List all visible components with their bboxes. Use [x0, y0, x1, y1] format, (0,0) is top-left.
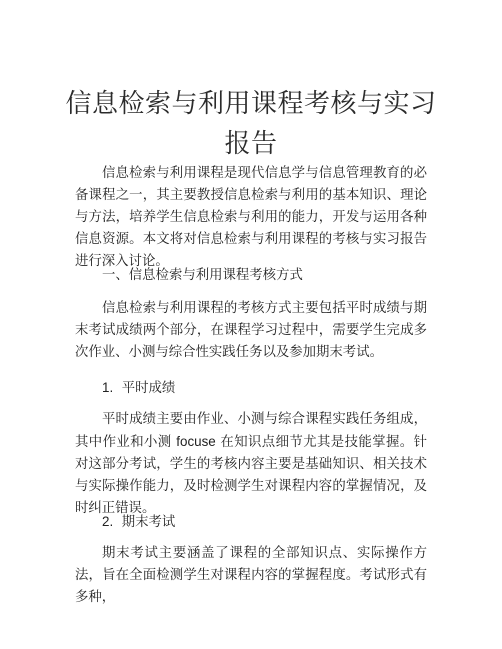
item1-heading: [75, 377, 427, 400]
document-title: 信息检索与利用课程考核与实习报告: [65, 89, 437, 159]
intro-paragraph: 信息检索与利用课程是现代信息学与信息管理教育的必备课程之一，其主要教授信息检索与利用的基本知识、理论与方法，培养学生信息检索与利用的能力，开发与运用各种信息资源。本文将对信息检索与利用课程的考核与实习报告进行深入讨论。: [75, 166, 427, 269]
item1-body-latin-word: focuse: [176, 434, 216, 449]
item2-heading-text: 期末考试: [121, 515, 176, 530]
item1-heading-text: 平时成绩: [121, 381, 176, 396]
section1-paragraph: 信息检索与利用课程的考核方式主要包括平时成绩与期末考试成绩两个部分，在课程学习过程中，需要学生完成多次作业、小测与综合性实践任务以及参加期末考试。: [75, 301, 427, 360]
item1-body-part-b: 在知识点细节尤其是技能掌握。针对这部分考试，学生的考核内容主要是基础知识、相关技术与实际操作能力，及时检测学生对课程内容的掌握情况，及时纠正错误。: [75, 435, 427, 516]
item1-body-part-a: 平时成绩主要由作业、小测与综合课程实践任务组成，其中作业和小测: [75, 412, 427, 450]
item2-number: 2.: [102, 514, 114, 529]
item1-number: 1.: [102, 380, 114, 395]
item1-paragraph: [75, 409, 427, 520]
item2-paragraph: 期末考试主要涵盖了课程的全部知识点、实际操作方法，旨在全面检测学生对课程内容的掌握程度。考试形式有多种，: [75, 546, 427, 605]
section1-heading: 一、信息检索与利用课程考核方式: [102, 268, 303, 283]
item2-heading: [75, 511, 427, 534]
